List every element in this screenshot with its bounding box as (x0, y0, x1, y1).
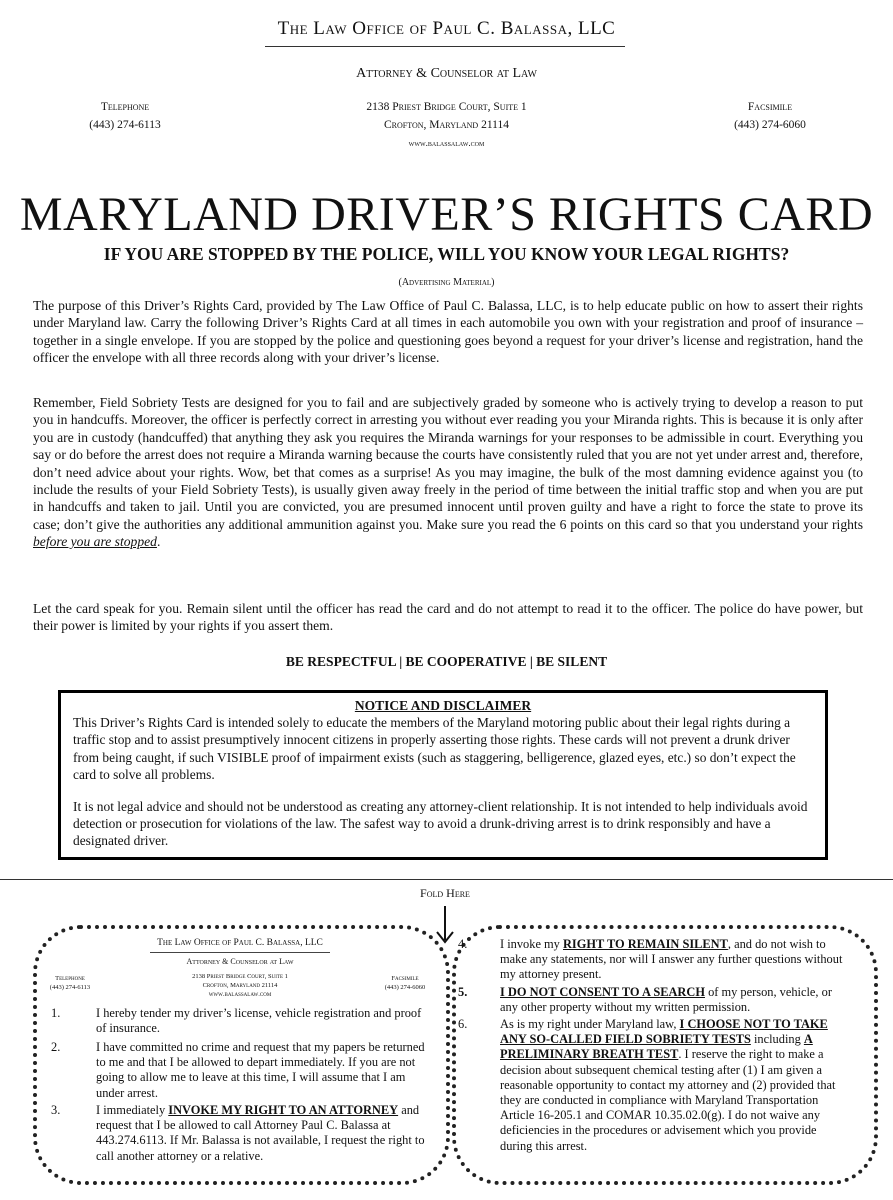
address-line-1: 2138 Priest Bridge Court, Suite 1 (366, 101, 527, 113)
page-title: MARYLAND DRIVER’S RIGHTS CARD (19, 188, 874, 241)
card-speak-paragraph: Let the card speak for you. Remain silent until the officer has read the card and do not attempt to read it to the officer. The police do have power, but their power is limited by your rights if you assert them. (33, 601, 863, 634)
item-4-emphasis: RIGHT TO REMAIN SILENT (562, 937, 728, 951)
card-address-line-1: 2138 Priest Bridge Court, Suite 1 (192, 973, 288, 980)
item-5-text (500, 985, 850, 1015)
telephone-label: Telephone (100, 101, 150, 113)
item-3-emphasis: INVOKE MY RIGHT TO AN ATTORNEY (168, 1103, 399, 1117)
telephone-number: (443) 274-6113 (89, 119, 161, 131)
advertising-note: (Advertising Material) (398, 277, 495, 288)
card-website: www.balassalaw.com (208, 991, 272, 998)
item-4-number: 4. (458, 937, 468, 951)
telephone-block (55, 98, 195, 134)
miranda-paragraph (33, 394, 863, 551)
item-5-number: 5. (458, 985, 468, 999)
item-5-post: of my person, vehicle, or any other property without my written permission. (500, 985, 832, 1015)
card-firm-subtitle: Attorney & Counselor at Law (186, 957, 294, 966)
item-6-number: 6. (458, 1017, 468, 1031)
card-telephone-number: (443) 274-6113 (49, 984, 91, 991)
card-facsimile-block (375, 974, 435, 992)
address-block (290, 98, 603, 152)
card-header-rule (150, 952, 330, 953)
facsimile-number: (443) 274-6060 (734, 119, 806, 131)
miranda-paragraph-end: . (156, 534, 161, 550)
card-telephone-block (40, 974, 100, 992)
notice-title: NOTICE AND DISCLAIMER (354, 698, 532, 713)
fold-here-label: Fold Here (420, 886, 470, 900)
notice-disclaimer-box (58, 690, 828, 860)
item-2-number: 2. (51, 1040, 61, 1054)
address-line-2: Crofton, Maryland 21114 (384, 119, 509, 131)
item-6-mid: including (750, 1032, 804, 1047)
card-address-block (175, 972, 305, 999)
item-1-number: 1. (51, 1006, 61, 1020)
item-5-emphasis: I DO NOT CONSENT TO A SEARCH (500, 985, 705, 999)
item-6-post: . I reserve the right to make a decision about subsequent chemical testing after (1) I am given a reasonable opportunity to contact my attorney and (2) provided that they are conducted in compliance with Maryland Transportation Article 16-205.1 and COMAR 10.35.02.0(g). I do not waive any deficiencies in the procedures or advisement which you provide during this arrest. (500, 1047, 836, 1153)
item-6-text (500, 1017, 850, 1154)
intro-paragraph: The purpose of this Driver’s Rights Card, provided by The Law Office of Paul C. Balassa, LLC, is to help educate public on how to assert their rights under Maryland law. Carry the following Driver’s Rights Card at all times in each automobile you own with your registration and proof of insurance – together in a single envelope. If you are stopped by the police and questioning goes beyond a request for your driver’s license and registration, hand the officer the envelope with all three records along with your driver’s license. (33, 298, 863, 366)
firm-name: The Law Office of Paul C. Balassa, LLC (277, 18, 616, 39)
item-3-number: 3. (51, 1103, 61, 1117)
miranda-paragraph-text: Remember, Field Sobriety Tests are designed for you to fail and are subjectively graded by someone who is actively trying to develop a reason to put you in handcuffs. Moreover, the officer is perfectly correct in arresting you without ever reading you your Miranda rights. This is because it is only after you are in custody (handcuffed) that anything they ask you requires the Miranda warnings for your responses to be admissible in court. Everything you say or do before the arrest does not require a Miranda warning because the courts have consistently ruled that you are not yet under arrest and, therefore, don’t need advice about your rights. Wow, bet that comes as a surprise! As you may imagine, the bulk of the most damning evidence against you (to include the results of your Field Sobriety Tests), is usually given away freely in the period of time between the initial traffic stop and when you are put in handcuffs and taken to jail. Until you are convicted, you are presumed innocent until proven guilty and have a right to force the state to prove its case; don’t give the authorities any additional ammunition against you. Make sure you read the 6 points on this card so that you understand your rights (33, 395, 863, 532)
item-6-emphasis: I CHOOSE NOT TO TAKE ANY SO-CALLED FIELD SOBRIETY TESTS (500, 1017, 828, 1047)
item-4-pre: I invoke my (500, 937, 563, 951)
notice-paragraph-2: It is not legal advice and should not be understood as creating any attorney-client relationship. It is not intended to help individuals avoid detection or prosecution for violations of the law. The safest way to avoid a drunk-driving arrest is to drink responsibly and have a designated driver. (73, 798, 808, 849)
item-2-text: I have committed no crime and request that my papers be returned to me and that I be allowed to depart immediately. If you are not going to allow me to leave at this time, I will assume that I am under arrest. (96, 1040, 425, 1100)
item-3-text (96, 1103, 426, 1164)
emphasis-before-stopped: before you are stopped (33, 534, 157, 550)
item-4-post: , and do not wish to make any statements, nor will I answer any further questions without my attorney present. (500, 937, 843, 982)
fold-line (0, 879, 893, 880)
item-6-pre: As is my right under Maryland law, (500, 1017, 680, 1031)
item-3-pre: I immediately (96, 1103, 169, 1117)
motto: BE RESPECTFUL | BE COOPERATIVE | BE SILENT (285, 654, 608, 669)
card-address-line-2: Crofton, Maryland 21114 (202, 982, 278, 989)
item-1-text: I hereby tender my driver’s license, vehicle registration and proof of insurance. (96, 1006, 422, 1036)
firm-subtitle: Attorney & Counselor at Law (356, 66, 537, 81)
notice-paragraph-1: This Driver’s Rights Card is intended solely to educate the members of the Maryland motoring public about their legal rights during a traffic stop and to assist presumptively innocent citizens in properly asserting those rights. These cards will not prevent a drunk driver from being caught, if such VISIBLE proof of impairment exists (such as staggering, belligerence, glazed eyes, etc.) so don’t expect the card to solve all problems. (73, 715, 796, 783)
item-6-emphasis-2: A PRELIMINARY BREATH TEST (500, 1032, 813, 1062)
header-rule (265, 46, 625, 47)
item-4-text (500, 937, 850, 983)
facsimile-label: Facsimile (747, 101, 793, 113)
facsimile-block (700, 98, 840, 134)
page-subtitle: IF YOU ARE STOPPED BY THE POLICE, WILL YOU KNOW YOUR LEGAL RIGHTS? (103, 244, 790, 264)
website: www.balassalaw.com (408, 138, 485, 148)
card-facsimile-number: (443) 274-6060 (384, 984, 426, 991)
card-firm-name: The Law Office of Paul C. Balassa, LLC (157, 938, 323, 948)
card-telephone-label: Telephone (55, 975, 85, 982)
item-3-post: and request that I be allowed to call Attorney Paul C. Balassa at 443.274.6113. If Mr. Balassa is not available, I request the right to call another attorney or a relative. (96, 1103, 425, 1163)
card-facsimile-label: Facsimile (391, 975, 419, 982)
